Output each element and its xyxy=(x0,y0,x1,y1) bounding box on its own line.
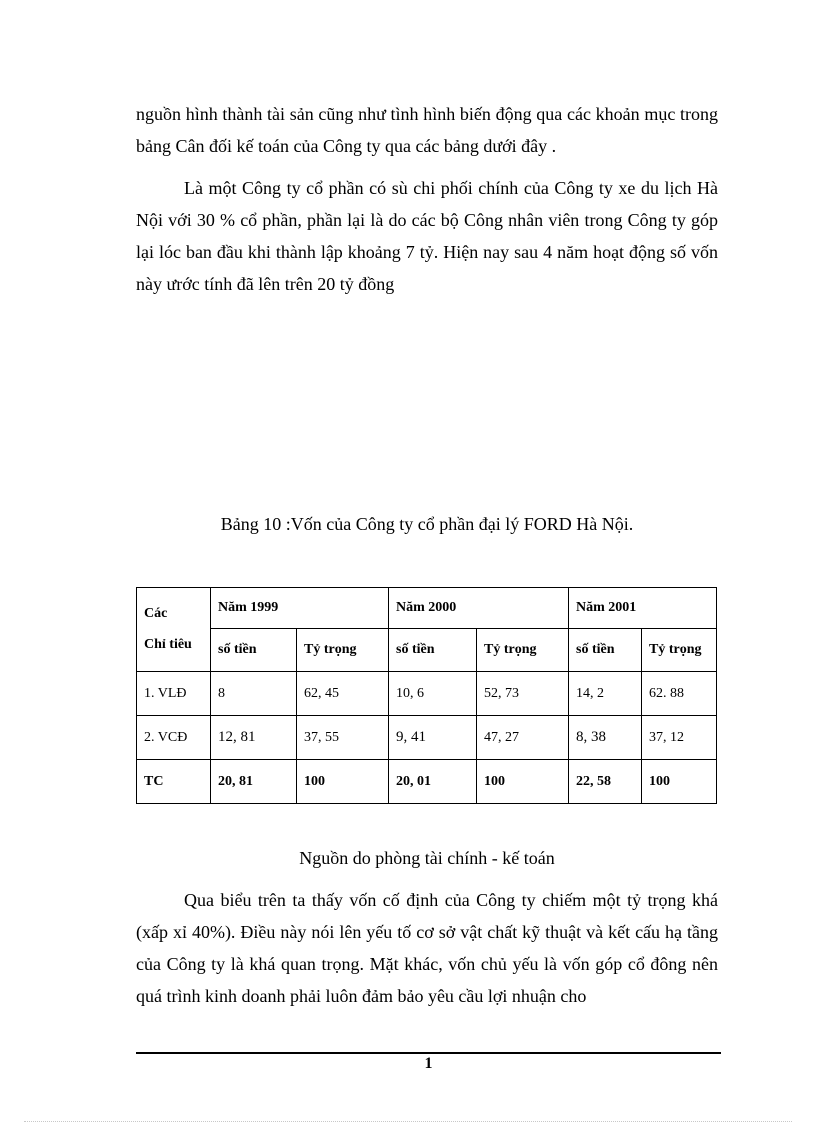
year-header-2000: Năm 2000 xyxy=(389,588,569,629)
table-header-row-sub xyxy=(137,629,717,672)
table-row xyxy=(137,716,717,760)
paragraph-intro: nguồn hình thành tài sản cũng như tình hình biến động qua các khoản mục trong bảng Cân đối kế toán của Công ty qua các bảng dưới đây . xyxy=(136,104,718,156)
cell-share: 100 xyxy=(477,760,569,804)
sub-header-share: Tỷ trọng xyxy=(297,629,389,672)
cell-share: 62, 45 xyxy=(297,672,389,716)
corner-label-line1: Các xyxy=(144,606,168,621)
cell-amount: 8 xyxy=(211,672,297,716)
capital-table xyxy=(136,587,717,804)
cell-amount: 12, 81 xyxy=(211,716,297,760)
table-corner-cell xyxy=(137,588,211,672)
sub-header-amount: số tiền xyxy=(389,629,477,672)
cell-amount: 20, 81 xyxy=(211,760,297,804)
page-number: 1 xyxy=(424,1055,433,1072)
cell-amount: 10, 6 xyxy=(389,672,477,716)
cell-amount: 22, 58 xyxy=(569,760,642,804)
table-source-note: Nguồn do phòng tài chính - kế toán xyxy=(299,848,555,868)
year-header-2001: Năm 2001 xyxy=(569,588,717,629)
cell-amount: 8, 38 xyxy=(569,716,642,760)
paragraph-company-capital: Là một Công ty cổ phần có sù chi phối chính của Công ty xe du lịch Hà Nội với 30 % cổ phần, phần lại là do các bộ Công nhân viên trong Công ty góp lại lóc ban đầu khi thành lập khoảng 7 tỷ. Hiện nay sau 4 năm hoạt động số vốn này ưrớc tính đã lên trên 20 tỷ đồng xyxy=(136,178,718,294)
cell-amount: 20, 01 xyxy=(389,760,477,804)
footer-divider xyxy=(136,1052,721,1054)
row-label: TC xyxy=(137,760,211,804)
cell-share: 100 xyxy=(642,760,717,804)
cell-amount: 14, 2 xyxy=(569,672,642,716)
cell-share: 62. 88 xyxy=(642,672,717,716)
sub-header-share: Tỷ trọng xyxy=(642,629,717,672)
corner-label-line2: Chỉ tiêu xyxy=(144,637,192,652)
sub-header-amount: số tiền xyxy=(569,629,642,672)
cell-share: 37, 12 xyxy=(642,716,717,760)
year-header-1999: Năm 1999 xyxy=(211,588,389,629)
paragraph-analysis: Qua biểu trên ta thấy vốn cố định của Công ty chiếm một tỷ trọng khá (xấp xỉ 40%). Điều này nói lên yếu tố cơ sở vật chất kỹ thuật và kết cấu hạ tầng của Công ty là khá quan trọng. Mặt khác, vốn chủ yếu là vốn góp cổ đông nên quá trình kinh doanh phải luôn đảm bảo yêu cầu lợi nhuận cho xyxy=(136,890,718,1006)
cell-share: 100 xyxy=(297,760,389,804)
cell-share: 47, 27 xyxy=(477,716,569,760)
table-caption: Bảng 10 :Vốn của Công ty cổ phần đại lý FORD Hà Nội. xyxy=(220,514,634,534)
table-row-total xyxy=(137,760,717,804)
sub-header-share: Tỷ trọng xyxy=(477,629,569,672)
cell-share: 37, 55 xyxy=(297,716,389,760)
table-row xyxy=(137,672,717,716)
cell-amount: 9, 41 xyxy=(389,716,477,760)
page-bottom-border xyxy=(24,1121,792,1122)
row-label: 1. VLĐ xyxy=(137,672,211,716)
sub-header-amount: số tiền xyxy=(211,629,297,672)
row-label: 2. VCĐ xyxy=(137,716,211,760)
cell-share: 52, 73 xyxy=(477,672,569,716)
table-header-row-years xyxy=(137,588,717,629)
